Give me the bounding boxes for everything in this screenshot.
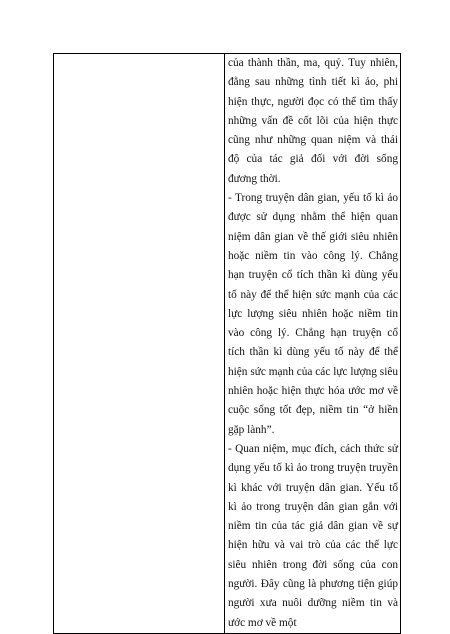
cell-text-block <box>225 54 400 633</box>
paragraph-continuation: của thành thần, ma, quỷ. Tuy nhiên, đằng sau những tình tiết kì ảo, phi hiện thực, người đọc có thể tìm thấy những vấn đề cốt lõi của hiện thực cũng như những quan niệm và thái độ của tác giả đối với đời sống đương thời. <box>228 57 398 185</box>
left-column-cell <box>54 54 225 634</box>
paragraph-comparison: - Quan niệm, mục đích, cách thức sử dụng yếu tố kì ảo trong truyện truyền kì khác với truyện dân gian. Yếu tố kì ảo trong truyện dân gian gắn với niềm tin của tác giả dân gian về sự hiện hữu và vai trò của các thế lực siêu nhiên trong đời sống của con người. Đây cũng là phương tiện giúp người xưa nuôi dưỡng niềm tin và ước mơ về một <box>228 442 398 629</box>
content-table <box>53 53 401 634</box>
table-row <box>54 54 401 634</box>
paragraph-folk-tales: - Trong truyện dân gian, yếu tố kì ảo được sử dụng nhằm thể hiện quan niệm dân gian về thế giới siêu nhiên hoặc niềm tin vào công lý. Chẳng hạn truyện cổ tích thần kì dùng yếu tố này để thể hiện sức mạnh của các lực lượng siêu nhiên hoặc niềm tin vào công lý. Chẳng hạn truyện cổ tích thần kì dùng yếu tố này để thể hiện sức mạnh của các lực lượng siêu nhiên hoặc hiện thực hóa ước mơ về cuộc sống tốt đẹp, niềm tin “ở hiền gặp lành”. <box>228 192 398 436</box>
right-column-cell <box>225 54 401 634</box>
